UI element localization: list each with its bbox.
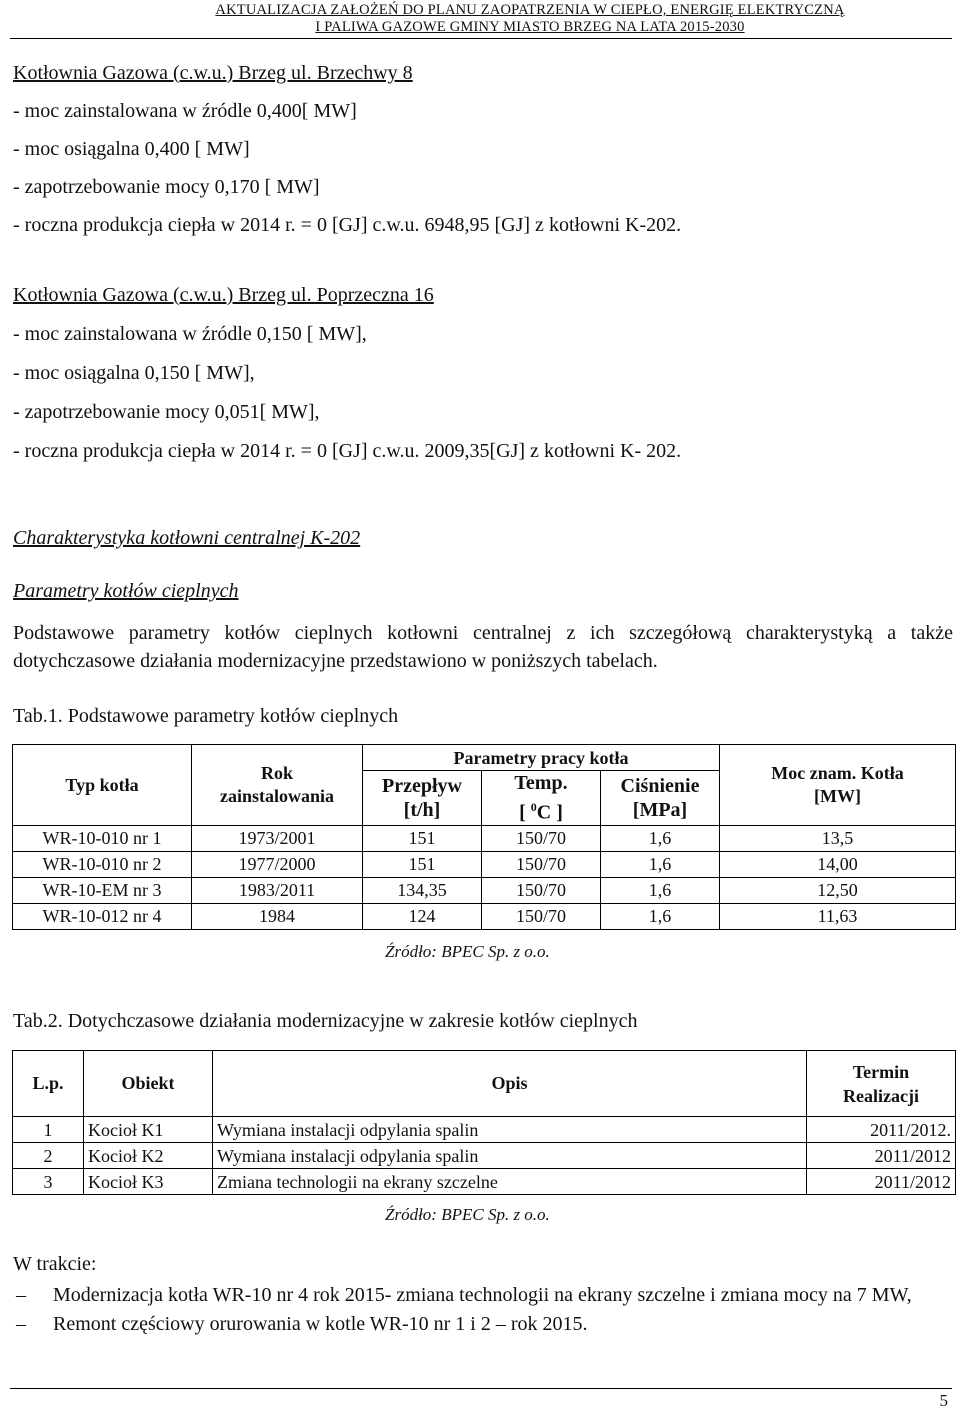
cell: Zmiana technologii na ekrany szczelne xyxy=(213,1169,807,1195)
cell: 14,00 xyxy=(720,851,956,877)
col-header-object: Obiekt xyxy=(84,1051,213,1117)
cell: 1,6 xyxy=(601,851,720,877)
cell: 150/70 xyxy=(482,877,601,903)
cell: Kocioł K2 xyxy=(84,1143,213,1169)
section-subheading: Parametry kotłów cieplnych xyxy=(13,580,239,602)
plant1-line: - moc zainstalowana w źródle 0,400[ MW] xyxy=(13,100,357,122)
list-item xyxy=(13,1282,955,1309)
cell: WR-10-010 nr 1 xyxy=(13,825,192,851)
section-heading: Charakterystyka kotłowni centralnej K-202 xyxy=(13,527,361,549)
modernization-table xyxy=(12,1050,956,1195)
cell: 1 xyxy=(13,1117,84,1143)
ongoing-list xyxy=(13,1282,955,1340)
table1-source: Źródło: BPEC Sp. z o.o. xyxy=(385,942,550,961)
col-header-year: Rok zainstalowania xyxy=(192,745,363,826)
plant2-line: - moc zainstalowana w źródle 0,150 [ MW], xyxy=(13,323,367,345)
header-divider xyxy=(10,38,952,39)
cell: 1984 xyxy=(192,903,363,929)
cell: 2011/2012. xyxy=(807,1117,956,1143)
cell: 2 xyxy=(13,1143,84,1169)
cell: 1973/2001 xyxy=(192,825,363,851)
table2-source: Źródło: BPEC Sp. z o.o. xyxy=(385,1205,550,1224)
plant2-title: Kotłownia Gazowa (c.w.u.) Brzeg ul. Poprzeczna 16 xyxy=(13,284,434,306)
cell: Wymiana instalacji odpylania spalin xyxy=(213,1143,807,1169)
col-header-lp: L.p. xyxy=(13,1051,84,1117)
cell: 134,35 xyxy=(363,877,482,903)
list-item-text: Remont częściowy orurowania w kotle WR-10 nr 1 i 2 – rok 2015. xyxy=(53,1313,588,1335)
cell: 151 xyxy=(363,851,482,877)
cell: Wymiana instalacji odpylania spalin xyxy=(213,1117,807,1143)
table-row xyxy=(13,851,956,877)
col-header-flow: Przepływ [t/h] xyxy=(363,771,482,826)
plant1-title: Kotłownia Gazowa (c.w.u.) Brzeg ul. Brzechwy 8 xyxy=(13,62,413,84)
cell: 150/70 xyxy=(482,851,601,877)
col-header-type: Typ kotła xyxy=(13,745,192,826)
running-header xyxy=(110,2,950,36)
table-row xyxy=(13,903,956,929)
list-item-text: Modernizacja kotła WR-10 nr 4 rok 2015- zmiana technologii na ekrany szczelne i zmiana mocy na 7 MW, xyxy=(53,1284,912,1306)
table-row xyxy=(13,877,956,903)
cell: Kocioł K3 xyxy=(84,1169,213,1195)
dash-bullet: – xyxy=(16,1284,26,1306)
col-header-power: Moc znam. Kotła [MW] xyxy=(720,745,956,826)
plant2-line: - moc osiągalna 0,150 [ MW], xyxy=(13,362,255,384)
table-row xyxy=(13,1169,956,1195)
cell: 11,63 xyxy=(720,903,956,929)
cell: 2011/2012 xyxy=(807,1169,956,1195)
table-row xyxy=(13,825,956,851)
table-row xyxy=(13,1143,956,1169)
cell: 151 xyxy=(363,825,482,851)
dash-bullet: – xyxy=(16,1313,26,1335)
cell: 124 xyxy=(363,903,482,929)
col-header-desc: Opis xyxy=(213,1051,807,1117)
table-row xyxy=(13,1117,956,1143)
list-item xyxy=(13,1311,955,1338)
cell: 1,6 xyxy=(601,903,720,929)
section-paragraph: Podstawowe parametry kotłów cieplnych kotłowni centralnej z ich szczegółową charakterystyką a także dotychczasowe działania modernizacyjne przedstawiono w poniższych tabelach. xyxy=(13,622,953,672)
cell: 150/70 xyxy=(482,825,601,851)
cell: 1983/2011 xyxy=(192,877,363,903)
col-group-header: Parametry pracy kotła xyxy=(363,745,720,771)
cell: 1,6 xyxy=(601,825,720,851)
cell: 13,5 xyxy=(720,825,956,851)
header-line-1: AKTUALIZACJA ZAŁOŻEŃ DO PLANU ZAOPATRZENIA W CIEPŁO, ENERGIĘ ELEKTRYCZNĄ xyxy=(215,2,845,18)
cell: 1,6 xyxy=(601,877,720,903)
table2-caption: Tab.2. Dotychczasowe działania modernizacyjne w zakresie kotłów cieplnych xyxy=(13,1010,638,1032)
cell: 150/70 xyxy=(482,903,601,929)
col-header-term: Termin Realizacji xyxy=(807,1051,956,1117)
plant2-line: - zapotrzebowanie mocy 0,051[ MW], xyxy=(13,401,320,423)
cell: 1977/2000 xyxy=(192,851,363,877)
cell: 3 xyxy=(13,1169,84,1195)
boiler-parameters-table xyxy=(12,744,956,930)
plant1-line: - roczna produkcja ciepła w 2014 r. = 0 [GJ] c.w.u. 6948,95 [GJ] z kotłowni K-202. xyxy=(13,214,682,236)
table1-caption: Tab.1. Podstawowe parametry kotłów cieplnych xyxy=(13,705,399,727)
ongoing-label: W trakcie: xyxy=(13,1253,97,1275)
cell: 2011/2012 xyxy=(807,1143,956,1169)
header-line-2: I PALIWA GAZOWE GMINY MIASTO BRZEG NA LATA 2015-2030 xyxy=(315,19,745,35)
col-header-temp: Temp. [ $^0$C ] xyxy=(482,771,601,826)
cell: Kocioł K1 xyxy=(84,1117,213,1143)
col-header-pressure: Ciśnienie [MPa] xyxy=(601,771,720,826)
footer-divider xyxy=(10,1388,952,1389)
cell: 12,50 xyxy=(720,877,956,903)
page-number: 5 xyxy=(939,1391,948,1410)
plant2-line: - roczna produkcja ciepła w 2014 r. = 0 [GJ] c.w.u. 2009,35[GJ] z kotłowni K- 202. xyxy=(13,440,682,462)
cell: WR-10-010 nr 2 xyxy=(13,851,192,877)
cell: WR-10-EM nr 3 xyxy=(13,877,192,903)
plant1-line: - zapotrzebowanie mocy 0,170 [ MW] xyxy=(13,176,320,198)
cell: WR-10-012 nr 4 xyxy=(13,903,192,929)
plant1-line: - moc osiągalna 0,400 [ MW] xyxy=(13,138,250,160)
